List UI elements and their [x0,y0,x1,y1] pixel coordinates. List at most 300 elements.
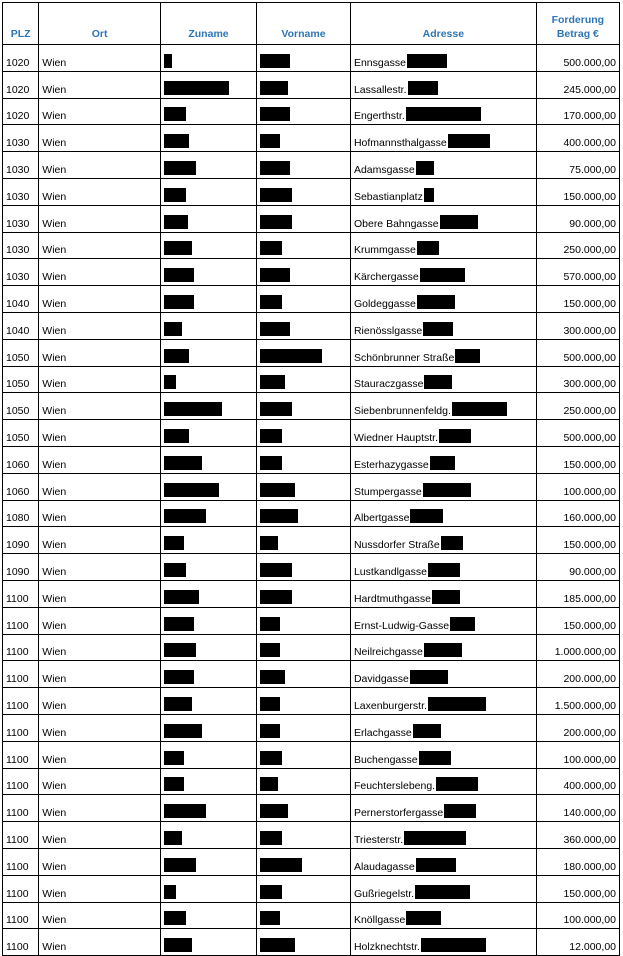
cell-zuname [160,473,256,500]
address-street: Esterhazygasse [353,458,429,471]
cell-adresse [350,125,536,152]
redaction-bar [260,617,280,631]
cell-vorname [257,580,351,607]
cell-betrag: 100.000,00 [536,473,619,500]
cell-betrag: 150.000,00 [536,446,619,473]
redaction-bar [260,456,282,470]
cell-ort: Wien [39,339,161,366]
cell-plz: 1030 [3,125,39,152]
cell-betrag: 400.000,00 [536,768,619,795]
cell-adresse [350,929,536,956]
cell-adresse [350,500,536,527]
cell-zuname [160,393,256,420]
cell-zuname [160,688,256,715]
cell-zuname [160,339,256,366]
cell-vorname [257,446,351,473]
cell-plz: 1100 [3,795,39,822]
cell-zuname [160,125,256,152]
redaction-bar [417,295,455,309]
cell-plz: 1100 [3,822,39,849]
cell-ort: Wien [39,741,161,768]
redaction-bar [260,54,290,68]
table-row [3,500,620,527]
redaction-bar [448,134,490,148]
redaction-bar [260,81,288,95]
cell-zuname [160,259,256,286]
redaction-bar [423,483,471,497]
cell-vorname [257,875,351,902]
header-forderung-line2: Betrag € [556,28,599,40]
table-row [3,286,620,313]
redaction-bar [260,885,282,899]
cell-adresse [350,420,536,447]
redaction-bar [164,617,194,631]
cell-ort: Wien [39,45,161,72]
redaction-bar [428,563,460,577]
redaction-bar [164,134,189,148]
redaction-bar [417,241,439,255]
cell-zuname [160,205,256,232]
cell-adresse [350,607,536,634]
cell-plz: 1020 [3,45,39,72]
cell-vorname [257,714,351,741]
redaction-bar [260,268,290,282]
cell-zuname [160,446,256,473]
cell-zuname [160,178,256,205]
redaction-bar [164,215,188,229]
cell-betrag: 140.000,00 [536,795,619,822]
cell-adresse [350,768,536,795]
cell-zuname [160,848,256,875]
cell-vorname [257,741,351,768]
address-street: Obere Bahngasse [353,217,439,230]
table-row [3,661,620,688]
address-street: Erlachgasse [353,726,412,739]
cell-vorname [257,848,351,875]
address-street: Albertgasse [353,512,410,525]
cell-adresse [350,634,536,661]
table-row [3,822,620,849]
cell-vorname [257,286,351,313]
redaction-bar [450,617,475,631]
cell-betrag: 150.000,00 [536,527,619,554]
address-street: Feuchterslebeng. [353,780,436,793]
cell-plz: 1030 [3,205,39,232]
address-street: Stauraczgasse [353,378,424,391]
cell-adresse [350,232,536,259]
redaction-bar [416,161,434,175]
cell-vorname [257,259,351,286]
table-row [3,473,620,500]
address-street: Ernst-Ludwig-Gasse [353,619,450,632]
cell-zuname [160,741,256,768]
table-row [3,580,620,607]
cell-plz: 1050 [3,366,39,393]
cell-adresse [350,848,536,875]
cell-zuname [160,152,256,179]
redaction-bar [260,858,302,872]
table-row [3,848,620,875]
redaction-bar [415,885,470,899]
cell-zuname [160,661,256,688]
cell-ort: Wien [39,473,161,500]
redaction-bar [260,295,282,309]
address-street: Schönbrunner Straße [353,351,455,364]
cell-plz: 1100 [3,580,39,607]
redaction-bar [260,483,295,497]
header-zuname: Zuname [160,3,256,45]
redaction-bar [164,804,206,818]
redaction-bar [404,831,466,845]
cell-plz: 1100 [3,714,39,741]
cell-plz: 1060 [3,473,39,500]
cell-zuname [160,527,256,554]
cell-vorname [257,71,351,98]
cell-vorname [257,205,351,232]
cell-betrag: 12.000,00 [536,929,619,956]
cell-zuname [160,554,256,581]
cell-betrag: 170.000,00 [536,98,619,125]
redaction-bar [260,241,282,255]
redaction-bar [260,643,280,657]
cell-adresse [350,446,536,473]
cell-zuname [160,500,256,527]
redaction-bar [164,911,186,925]
address-street: Holzknechtstr. [353,941,420,954]
redaction-bar [260,107,290,121]
redaction-bar [421,938,486,952]
cell-zuname [160,822,256,849]
cell-adresse [350,580,536,607]
address-street: Lassallestr. [353,83,407,96]
cell-vorname [257,634,351,661]
header-row [3,3,620,45]
address-street: Goldeggasse [353,297,416,310]
redaction-bar [439,429,471,443]
table-row [3,607,620,634]
redaction-bar [260,804,288,818]
cell-vorname [257,339,351,366]
cell-betrag: 100.000,00 [536,741,619,768]
redaction-bar [164,831,182,845]
cell-vorname [257,902,351,929]
table-row [3,393,620,420]
redaction-bar [164,81,229,95]
redaction-bar [260,751,282,765]
cell-plz: 1100 [3,929,39,956]
redaction-bar [424,188,434,202]
cell-ort: Wien [39,848,161,875]
redaction-bar [419,751,451,765]
redaction-bar [424,643,462,657]
cell-adresse [350,393,536,420]
address-street: Wiedner Hauptstr. [353,431,439,444]
cell-plz: 1060 [3,446,39,473]
header-forderung-line1: Forderung [551,14,605,26]
redaction-bar [260,188,292,202]
address-street: Lustkandlgasse [353,565,427,578]
address-street: Alaudagasse [353,860,415,873]
cell-ort: Wien [39,232,161,259]
redaction-bar [260,911,280,925]
cell-adresse [350,366,536,393]
cell-vorname [257,152,351,179]
cell-ort: Wien [39,178,161,205]
redaction-bar [413,724,441,738]
cell-vorname [257,688,351,715]
cell-plz: 1030 [3,259,39,286]
table-row [3,366,620,393]
cell-plz: 1090 [3,527,39,554]
header-forderung [536,3,619,45]
redaction-bar [260,375,285,389]
redaction-bar [164,402,222,416]
cell-ort: Wien [39,527,161,554]
cell-vorname [257,500,351,527]
cell-ort: Wien [39,580,161,607]
table-row [3,339,620,366]
table-row [3,98,620,125]
cell-vorname [257,795,351,822]
address-street: Triesterstr. [353,833,404,846]
redaction-bar [407,54,447,68]
redaction-bar [164,590,199,604]
cell-zuname [160,875,256,902]
cell-adresse [350,661,536,688]
redaction-bar [164,456,202,470]
cell-adresse [350,71,536,98]
address-street: Engerthstr. [353,110,405,123]
redaction-bar [424,375,452,389]
table-row [3,178,620,205]
redaction-bar [164,509,206,523]
address-street: Stumpergasse [353,485,422,498]
cell-betrag: 400.000,00 [536,125,619,152]
cell-betrag: 150.000,00 [536,607,619,634]
redaction-bar [260,724,280,738]
cell-plz: 1020 [3,71,39,98]
cell-zuname [160,902,256,929]
cell-adresse [350,205,536,232]
redaction-bar [260,134,280,148]
cell-adresse [350,822,536,849]
cell-plz: 1030 [3,178,39,205]
cell-plz: 1100 [3,741,39,768]
cell-vorname [257,393,351,420]
address-street: Hardtmuthgasse [353,592,432,605]
redaction-bar [164,885,176,899]
cell-plz: 1100 [3,634,39,661]
table-row [3,929,620,956]
cell-vorname [257,822,351,849]
redaction-bar [164,268,194,282]
table-row [3,45,620,72]
cell-betrag: 200.000,00 [536,661,619,688]
cell-betrag: 570.000,00 [536,259,619,286]
redaction-bar [410,670,448,684]
cell-betrag: 250.000,00 [536,393,619,420]
cell-zuname [160,420,256,447]
cell-ort: Wien [39,714,161,741]
redaction-bar [260,509,298,523]
cell-plz: 1040 [3,312,39,339]
address-street: Knöllgasse [353,914,406,927]
cell-vorname [257,232,351,259]
cell-plz: 1100 [3,902,39,929]
redaction-bar [430,456,455,470]
header-plz: PLZ [3,3,39,45]
cell-ort: Wien [39,259,161,286]
cell-zuname [160,929,256,956]
table-row [3,312,620,339]
cell-vorname [257,473,351,500]
cell-plz: 1100 [3,688,39,715]
cell-zuname [160,634,256,661]
redaction-bar [164,643,196,657]
cell-adresse [350,98,536,125]
redaction-bar [164,241,192,255]
cell-ort: Wien [39,71,161,98]
cell-betrag: 500.000,00 [536,420,619,447]
cell-betrag: 160.000,00 [536,500,619,527]
cell-adresse [350,875,536,902]
table-row [3,527,620,554]
cell-plz: 1090 [3,554,39,581]
table-row [3,554,620,581]
cell-plz: 1100 [3,848,39,875]
cell-vorname [257,98,351,125]
redaction-bar [164,107,186,121]
cell-betrag: 500.000,00 [536,45,619,72]
header-adresse: Adresse [350,3,536,45]
address-street: Kärchergasse [353,271,419,284]
cell-zuname [160,71,256,98]
redaction-bar [164,563,186,577]
redaction-bar [164,536,184,550]
redaction-bar [432,590,460,604]
table-row [3,634,620,661]
cell-adresse [350,741,536,768]
cell-ort: Wien [39,312,161,339]
cell-adresse [350,339,536,366]
redaction-bar [260,536,278,550]
cell-ort: Wien [39,205,161,232]
address-street: Gußriegelstr. [353,887,415,900]
redaction-bar [420,268,465,282]
redaction-bar [408,81,438,95]
cell-adresse [350,473,536,500]
header-vorname: Vorname [257,3,351,45]
cell-vorname [257,420,351,447]
cell-plz: 1100 [3,875,39,902]
cell-plz: 1100 [3,661,39,688]
table-row [3,768,620,795]
table-row [3,875,620,902]
redaction-bar [164,188,186,202]
table-row [3,446,620,473]
cell-betrag: 250.000,00 [536,232,619,259]
cell-adresse [350,259,536,286]
cell-betrag: 150.000,00 [536,875,619,902]
cell-adresse [350,152,536,179]
redaction-bar [164,858,196,872]
cell-ort: Wien [39,420,161,447]
cell-ort: Wien [39,607,161,634]
address-street: Neilreichgasse [353,646,423,659]
cell-betrag: 75.000,00 [536,152,619,179]
cell-zuname [160,714,256,741]
redaction-bar [260,938,295,952]
redaction-bar [164,161,196,175]
header-ort: Ort [39,3,161,45]
cell-zuname [160,768,256,795]
cell-ort: Wien [39,286,161,313]
cell-ort: Wien [39,500,161,527]
cell-betrag: 90.000,00 [536,205,619,232]
table-row [3,71,620,98]
address-street: Siebenbrunnenfeldg. [353,405,451,418]
redaction-bar [260,161,290,175]
cell-adresse [350,688,536,715]
redaction-bar [164,670,194,684]
cell-adresse [350,178,536,205]
table-row [3,714,620,741]
cell-plz: 1030 [3,232,39,259]
cell-betrag: 100.000,00 [536,902,619,929]
redaction-bar [164,751,184,765]
table-row [3,741,620,768]
address-street: Davidgasse [353,673,409,686]
redaction-bar [260,563,292,577]
redaction-bar [260,831,282,845]
redaction-bar [260,429,282,443]
cell-betrag: 300.000,00 [536,312,619,339]
cell-zuname [160,98,256,125]
cell-vorname [257,125,351,152]
table-row [3,205,620,232]
redaction-bar [260,777,278,791]
cell-vorname [257,929,351,956]
address-street: Pernerstorfergasse [353,807,444,820]
cell-vorname [257,527,351,554]
table-header [3,3,620,45]
redaction-bar [164,697,192,711]
cell-ort: Wien [39,446,161,473]
cell-betrag: 300.000,00 [536,366,619,393]
cell-ort: Wien [39,393,161,420]
address-street: Rienösslgasse [353,324,423,337]
redaction-bar [260,402,292,416]
table-row [3,688,620,715]
cell-betrag: 90.000,00 [536,554,619,581]
table-row [3,125,620,152]
redaction-bar [164,322,182,336]
cell-betrag: 360.000,00 [536,822,619,849]
redaction-bar [406,107,481,121]
cell-ort: Wien [39,125,161,152]
cell-ort: Wien [39,822,161,849]
cell-zuname [160,580,256,607]
redaction-bar [410,509,443,523]
redaction-bar [260,590,292,604]
cell-plz: 1100 [3,607,39,634]
redaction-bar [452,402,507,416]
cell-zuname [160,607,256,634]
redaction-bar [260,322,290,336]
redaction-bar [260,215,292,229]
cell-ort: Wien [39,875,161,902]
cell-adresse [350,554,536,581]
